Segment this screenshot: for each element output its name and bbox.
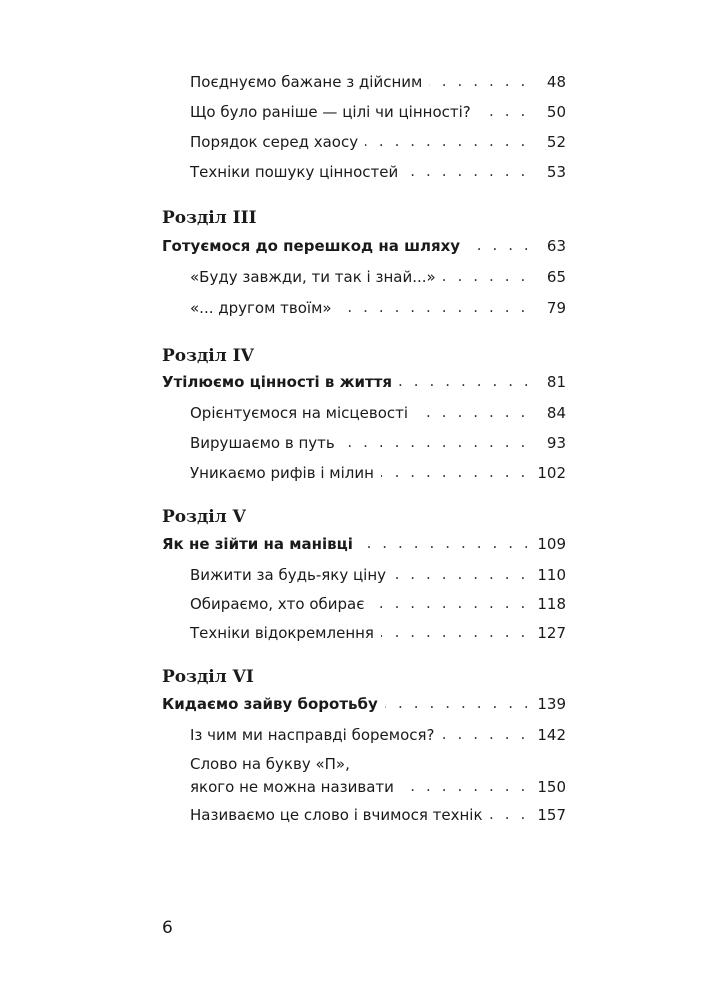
toc-entry-title: Із чим ми насправді боремося? xyxy=(190,726,442,745)
toc-entry-page: 52 xyxy=(530,133,566,152)
toc-entry-page: 48 xyxy=(530,73,566,92)
toc-main-entry xyxy=(162,692,566,718)
toc-entry-page: 110 xyxy=(527,566,566,585)
toc-entry xyxy=(190,723,566,749)
toc-entry-title: Обираємо, хто обирає xyxy=(190,595,371,614)
toc-main-title: Кидаємо зайву боротьбу xyxy=(162,695,385,714)
toc-entry xyxy=(190,100,566,126)
chapter-heading: Розділ VI xyxy=(162,667,254,687)
toc-entry-title: Що було раніше — цілі чи цінності? xyxy=(190,103,478,122)
toc-entry-title: Техніки пошуку цінностей xyxy=(190,163,405,182)
toc-entry xyxy=(190,803,566,829)
toc-entry-title: Вижити за будь-яку ціну xyxy=(190,566,393,585)
toc-entry-page: 79 xyxy=(530,299,566,318)
toc-entry-title: Уникаємо рифів і мілин xyxy=(190,464,381,483)
toc-main-title: Як не зійти на манівці xyxy=(162,535,360,554)
toc-entry xyxy=(190,265,566,291)
toc-entry-title: Порядок серед хаосу xyxy=(190,133,365,152)
toc-entry-page: 65 xyxy=(530,268,566,287)
toc-entry-title: Поєднуємо бажане з дійсним xyxy=(190,73,429,92)
toc-entry-page: 157 xyxy=(527,806,566,825)
toc-entry-page: 93 xyxy=(530,434,566,453)
toc-entry-page: 81 xyxy=(530,373,566,392)
toc-entry-title: «... другом твоїм» xyxy=(190,299,339,318)
toc-entry xyxy=(190,592,566,618)
toc-main-title: Утілюємо цінності в життя xyxy=(162,373,399,392)
toc-entry xyxy=(190,461,566,487)
toc-main-entry xyxy=(162,532,566,558)
toc-entry-page: 84 xyxy=(530,404,566,423)
toc-entry xyxy=(190,401,566,427)
toc-entry xyxy=(190,621,566,647)
toc-entry-page: 139 xyxy=(527,695,566,714)
chapter-heading: Розділ IV xyxy=(162,346,254,366)
toc-entry-title: Вирушаємо в путь xyxy=(190,434,342,453)
toc-entry xyxy=(190,755,566,801)
toc-entry-title: «Буду завжди, ти так і знай...» xyxy=(190,268,443,287)
toc-entry-page: 109 xyxy=(527,535,566,554)
toc-entry xyxy=(190,296,566,322)
toc-entry-page: 50 xyxy=(530,103,566,122)
chapter-heading: Розділ V xyxy=(162,507,246,527)
toc-entry-page: 127 xyxy=(527,624,566,643)
toc-entry xyxy=(190,160,566,186)
toc-main-entry xyxy=(162,370,566,396)
toc-entry xyxy=(190,431,566,457)
toc-entry-page: 102 xyxy=(527,464,566,483)
toc-entry-page: 63 xyxy=(530,237,566,256)
toc-entry-title: Орієнтуємося на місцевості xyxy=(190,404,415,423)
page-number: 6 xyxy=(162,918,173,938)
chapter-heading: Розділ ІІІ xyxy=(162,208,257,228)
toc-entry-title: Техніки відокремлення xyxy=(190,624,381,643)
toc-entry-page: 53 xyxy=(530,163,566,182)
toc-entry-title: Називаємо це слово і вчимося технік xyxy=(190,806,490,825)
toc-entry-title-line2: якого не можна називати xyxy=(190,778,401,797)
toc-entry-title-line1: Слово на букву «П», xyxy=(190,755,350,773)
toc-entry xyxy=(190,563,566,589)
toc-main-title: Готуємося до перешкод на шляху xyxy=(162,237,467,256)
toc-main-entry xyxy=(162,234,566,260)
toc-entry xyxy=(190,70,566,96)
toc-entry xyxy=(190,130,566,156)
toc-entry-page: 150 xyxy=(527,778,566,797)
toc-entry-page: 118 xyxy=(527,595,566,614)
toc-entry-page: 142 xyxy=(527,726,566,745)
